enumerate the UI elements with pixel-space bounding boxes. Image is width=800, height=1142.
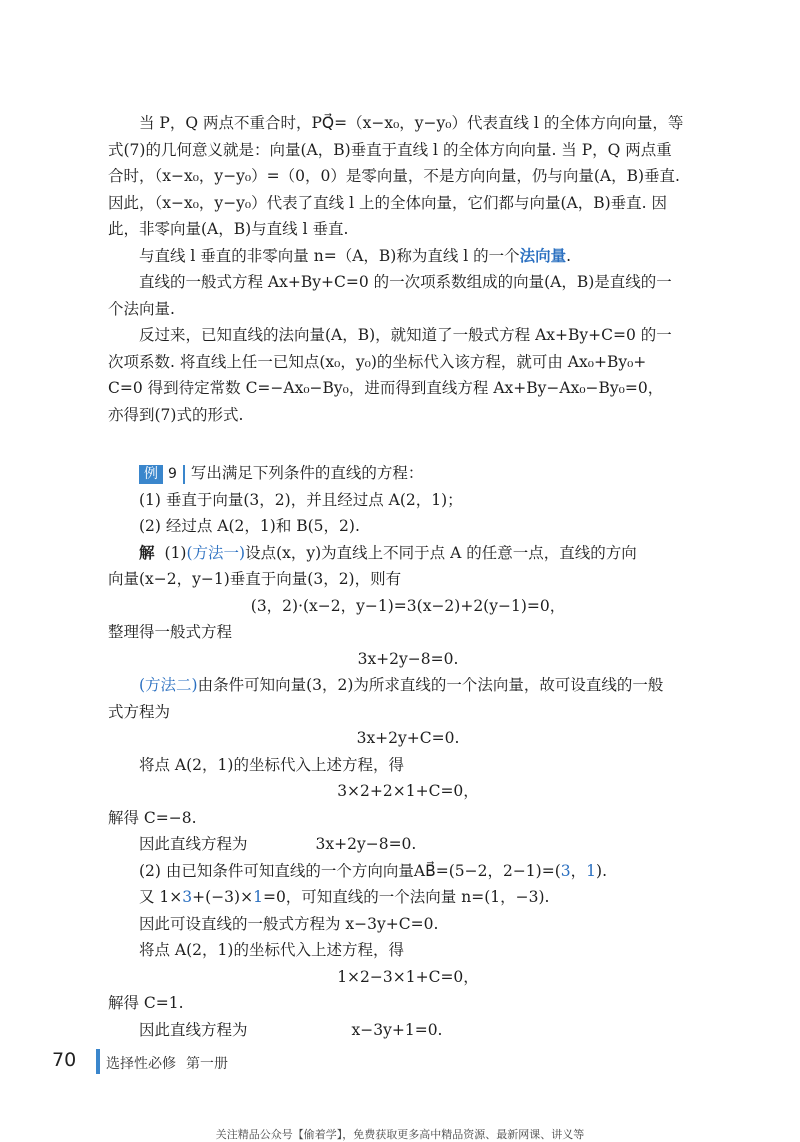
solution-label: 解 (139, 542, 155, 562)
method-two-label: (方法二) (139, 676, 198, 694)
equation: 1×2−3×1+C=0， (337, 967, 479, 986)
equation: 3x+2y−8=0. (315, 835, 417, 853)
text-line: 直线的一般式方程 Ax+By+C=0 的一次项系数组成的向量(A，B)是直线的一 (139, 273, 672, 291)
method-one-label: (方法一) (186, 543, 246, 562)
text-line: 此，非零向量(A，B)与直线 l 垂直. (108, 220, 349, 238)
page-number: 70 (52, 1049, 77, 1071)
text-line: 因此可设直线的一般式方程为 x−3y+C=0. (139, 914, 439, 933)
text-line: 次项系数. 将直线上任一已知点(x₀，y₀)的坐标代入该方程，就可由 Ax₀+By₀+ (108, 352, 647, 371)
example-title: 写出满足下列条件的直线的方程： (190, 464, 424, 482)
example-heading (108, 460, 708, 487)
method-two-line: (方法二)由条件可知向量(3，2)为所求直线的一个法向量，故可设直线的一般 (139, 676, 664, 694)
text-line: 亦得到(7)式的形式. (108, 405, 244, 424)
text-line: 解得 C=1. (108, 994, 184, 1012)
result-line: 因此直线方程为 3x+2y−8=0. (139, 835, 417, 853)
example-label: 例 (139, 465, 163, 484)
normal-vector-definition: 与直线 l 垂直的非零向量 n=（A，B)称为直线 l 的一个法向量. (139, 245, 572, 265)
text-line: 将点 A(2，1)的坐标代入上述方程，得 (139, 755, 404, 774)
equation: 3x+2y−8=0. (357, 649, 459, 668)
normal-vector-line: 又 1×3+(−3)×1=0，可知直线的一个法向量 n=(1，−3). (139, 888, 550, 906)
text-line: 反过来，已知直线的法向量(A，B)，就知道了一般式方程 Ax+By+C=0 的一 (139, 326, 672, 344)
equation: (3，2)·(x−2，y−1)=3(x−2)+2(y−1)=0， (250, 596, 566, 615)
text-line: 式方程为 (108, 702, 171, 721)
text-line: 个法向量. (108, 299, 175, 318)
equation: x−3y+1=0. (351, 1020, 443, 1039)
footer-book-title: 选择性必修 第一册 (106, 1056, 228, 1072)
example-condition-1: (1) 垂直于向量(3，2)，并且经过点 A(2，1)； (139, 490, 463, 509)
text-line: 当 P，Q 两点不重合时，PQ⃗=（x−x₀，y−y₀）代表直线 l 的全体方向向量，等 (139, 114, 684, 132)
part-two-line: (2) 由已知条件可知直线的一个方向向量AB⃗=(5−2，2−1)=(3，1). (139, 861, 607, 880)
text-line: 式(7)的几何意义就是：向量(A，B)垂直于直线 l 的全体方向向量. 当 P，Q 两点重 (108, 140, 672, 159)
solution-start: 解 (1)(方法一)设点(x，y)为直线上不同于点 A 的任意一点，直线的方向 (139, 542, 637, 562)
result-line: 因此直线方程为 x−3y+1=0. (139, 1020, 443, 1039)
text-line: 向量(x−2，y−1)垂直于向量(3，2)，则有 (108, 570, 402, 588)
example-number: 9 (163, 465, 185, 484)
text-line: 解得 C=−8. (108, 808, 197, 827)
text-line: 合时，（x−x₀，y−y₀）=（0，0）是零向量，不是方向向量，仍与向量(A，B)垂直. (108, 167, 680, 185)
footer-accent-bar (96, 1049, 100, 1074)
text-line: 将点 A(2，1)的坐标代入上述方程，得 (139, 941, 404, 959)
page-content (108, 110, 708, 1043)
equation: 3x+2y+C=0. (356, 729, 460, 747)
bottom-note: 关注精品公众号【偷着学】，免费获取更多高中精品资源、最新网课、讲义等 (215, 1128, 585, 1141)
equation: 3×2+2×1+C=0， (337, 782, 479, 800)
term-normal-vector: 法向量 (519, 245, 567, 265)
example-condition-2: (2) 经过点 A(2，1)和 B(5，2). (139, 517, 360, 535)
text-line: C=0 得到待定常数 C=−Ax₀−By₀，进而得到直线方程 Ax+By−Ax₀−By₀=0， (108, 379, 664, 397)
text-line: 整理得一般式方程 (108, 623, 233, 641)
text-line: 因此，（x−x₀，y−y₀）代表了直线 l 上的全体向量，它们都与向量(A，B)垂直. 因 (108, 193, 667, 212)
